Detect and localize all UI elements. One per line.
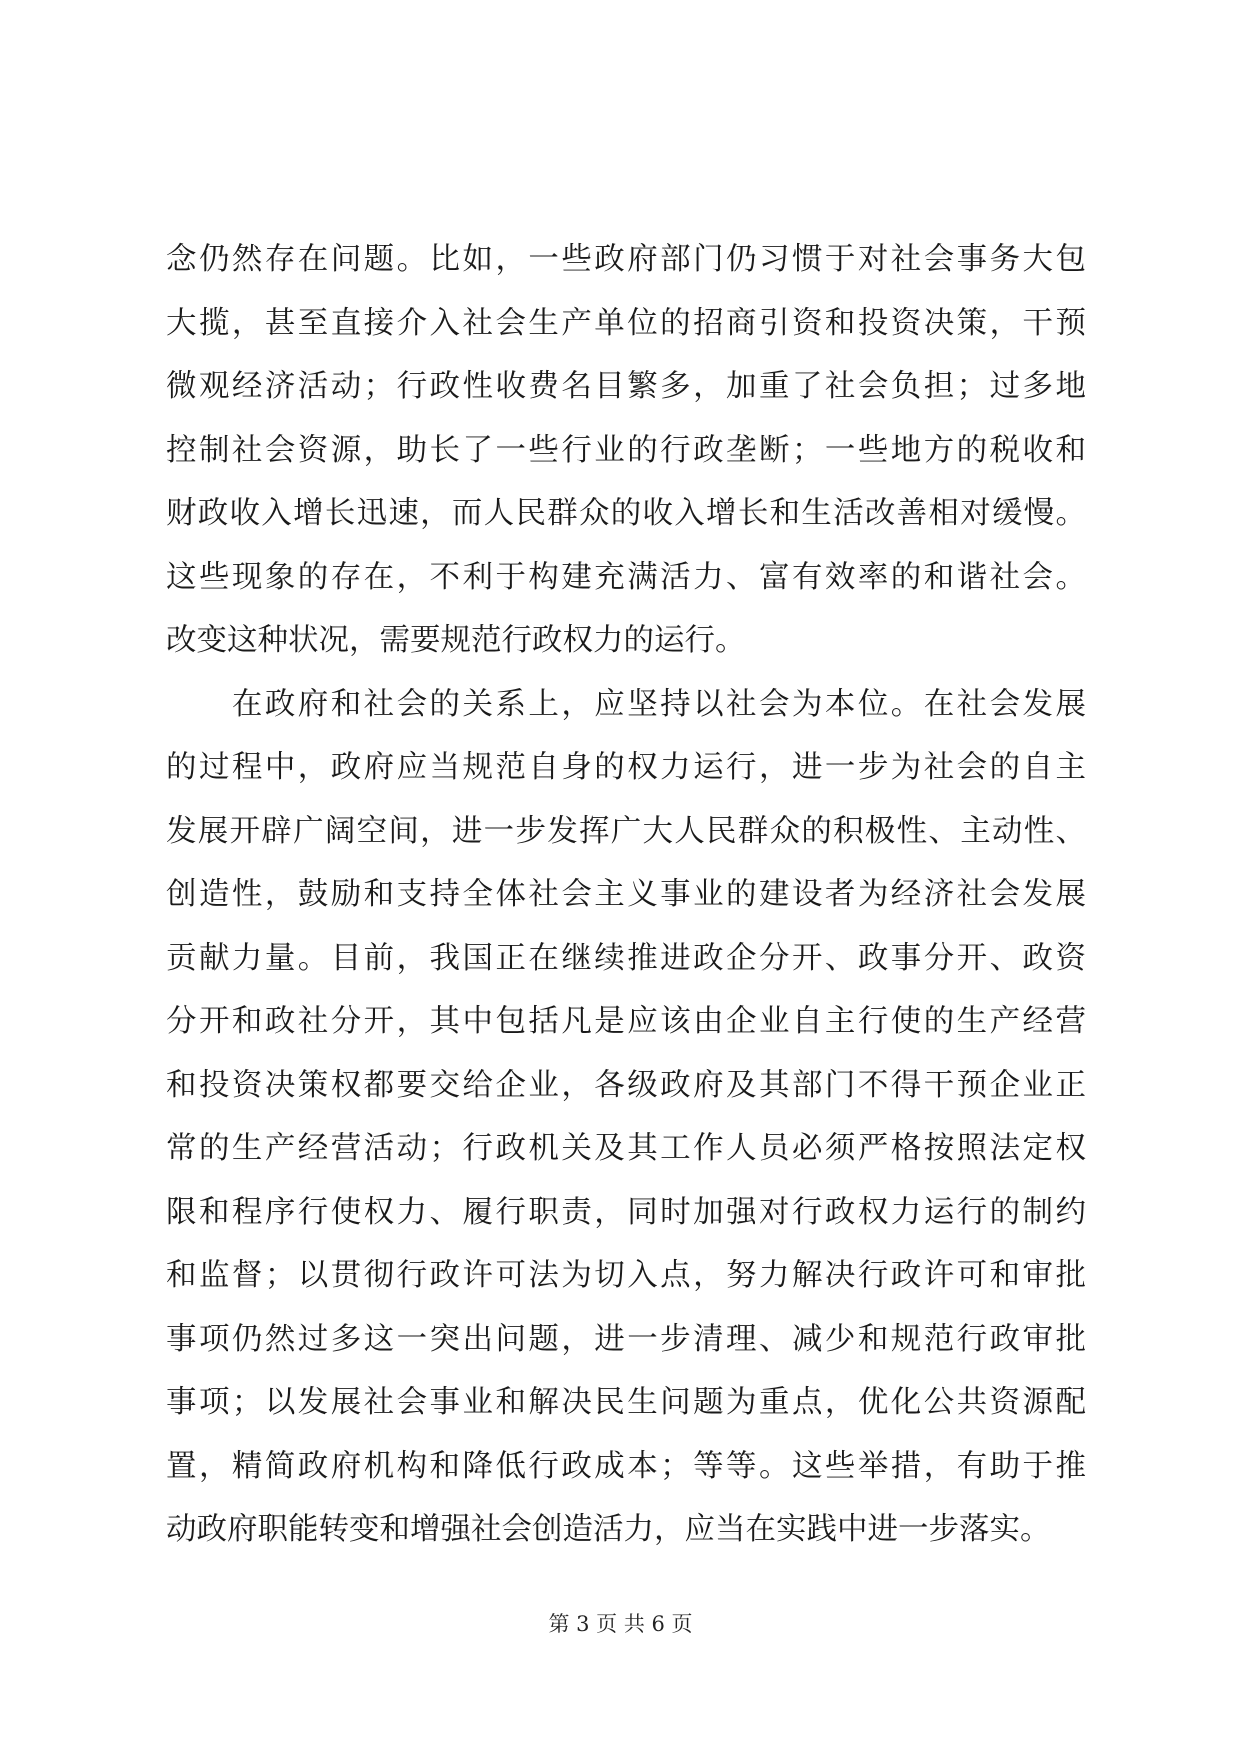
- text-line: 发展开辟广阔空间，进一步发挥广大人民群众的积极性、主动性、: [166, 813, 1086, 849]
- text-line: 和监督；以贯彻行政许可法为切入点，努力解决行政许可和审批: [166, 1258, 1086, 1293]
- paragraph-1: [166, 228, 1086, 673]
- text-line: 的过程中，政府应当规范自身的权力运行，进一步为社会的自主: [166, 750, 1086, 785]
- text-line: 创造性，鼓励和支持全体社会主义事业的建设者为经济社会发展: [166, 877, 1086, 912]
- text-line: 在政府和社会的关系上，应坚持以社会为本位。在社会发展: [166, 686, 1086, 722]
- text-line: 这些现象的存在，不利于构建充满活力、富有效率的和谐社会。: [166, 559, 1086, 595]
- text-line: 动政府职能转变和增强社会创造活力，应当在实践中进一步落实。: [166, 1512, 1051, 1547]
- paragraph-2: [166, 673, 1086, 1562]
- text-line: 分开和政社分开，其中包括凡是应该由企业自主行使的生产经营: [166, 1004, 1086, 1039]
- page-number-footer: 第 3 页 共 6 页: [548, 1612, 693, 1636]
- text-line: 贡献力量。目前，我国正在继续推进政企分开、政事分开、政资: [166, 940, 1086, 976]
- text-line: 常的生产经营活动；行政机关及其工作人员必须严格按照法定权: [166, 1131, 1086, 1166]
- text-line: 微观经济活动；行政性收费名目繁多，加重了社会负担；过多地: [166, 369, 1086, 404]
- text-line: 限和程序行使权力、履行职责，同时加强对行政权力运行的制约: [166, 1194, 1086, 1230]
- text-line: 改变这种状况，需要规范行政权力的运行。: [166, 623, 746, 658]
- text-line: 大揽，甚至直接介入社会生产单位的招商引资和投资决策，干预: [166, 305, 1086, 341]
- text-line: 财政收入增长迅速，而人民群众的收入增长和生活改善相对缓慢。: [166, 496, 1086, 531]
- text-line: 控制社会资源，助长了一些行业的行政垄断；一些地方的税收和: [166, 432, 1086, 468]
- body-text: [166, 228, 1086, 1562]
- text-line: 和投资决策权都要交给企业，各级政府及其部门不得干预企业正: [166, 1067, 1086, 1103]
- text-line: 置，精简政府机构和降低行政成本；等等。这些举措，有助于推: [166, 1448, 1086, 1484]
- text-line: 念仍然存在问题。比如，一些政府部门仍习惯于对社会事务大包: [166, 242, 1086, 277]
- text-line: 事项；以发展社会事业和解决民生问题为重点，优化公共资源配: [166, 1385, 1086, 1420]
- text-line: 事项仍然过多这一突出问题，进一步清理、减少和规范行政审批: [166, 1321, 1086, 1357]
